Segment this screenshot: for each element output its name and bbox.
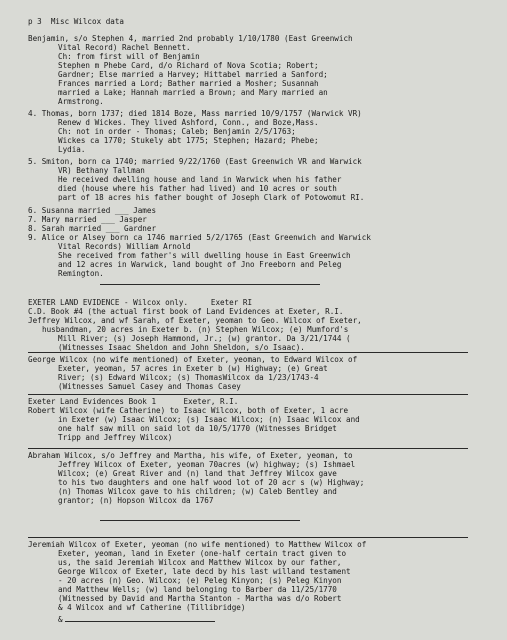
text-line: 8. Sarah married ___ Gardner [28,224,157,233]
text-line: Renew d Wickes. They lived Ashford, Conn., and Boze,Mass. [58,118,319,127]
text-line: Exeter, yeoman, land in Exeter (one-half certain tract given to [58,549,347,558]
text-line: and Matthew Wells; (w) land belonging to Barber da 11/25/1770 [58,585,337,594]
text-line: (Witnesses Isaac Sheldon and John Sheldon, s/o Isaac). [58,343,305,352]
page-header: p 3 Misc Wilcox data [28,17,125,26]
text-line: Stephen m Phebe Card, d/o Richard of Nova Scotia; Robert; [58,61,319,70]
text-line: Frances married a Lord; Bather married a Mosher; Susannah [58,79,319,88]
text-line: married a Lake; Hannah married a Brown; and Mary married an [58,88,328,97]
section-rule [65,621,215,622]
section-rule [28,448,468,449]
text-line: Wilcox; (e) Great River and (n) land that Jeffrey Wilcox gave [58,469,337,478]
text-line: Jeffrey Wilcox of Exeter, yeoman 70acres (w) highway; (s) Ishmael [58,460,356,469]
text-line: to his two daughters and one half wood lot of 20 acr s (w) Highway; [58,478,365,487]
text-line: River; (s) Edward Wilcox; (s) ThomasWilcox da 1/23/1743-4 [58,373,319,382]
section-rule [28,394,468,395]
text-line: George Wilcox of Exeter, late decd by his last willand testament [58,567,351,576]
section-rule [100,284,320,285]
text-line: C.D. Book #4 (the actual first book of Land Evidences at Exeter, R.I. [28,307,344,316]
text-line: Gardner; Else married a Harvey; Hittabel married a Sanford; [58,70,328,79]
text-line: died (house where his father had lived) and 10 acres or south [58,184,337,193]
text-line: Vital Records) William Arnold [58,242,191,251]
text-line: us, the said Jeremiah Wilcox and Matthew Wilcox by our father, [58,558,342,567]
text-line: Jeremiah Wilcox of Exeter, yeoman (no wife mentioned) to Matthew Wilcox of [28,540,367,549]
text-line: (Witnesses Samuel Casey and Thomas Casey [58,382,241,391]
text-line: George Wilcox (no wife mentioned) of Exeter, yeoman, to Edward Wilcox of [28,355,358,364]
text-line: Benjamin, s/o Stephen 4, married 2nd probably 1/10/1780 (East Greenwich [28,34,353,43]
text-line: part of 18 acres his father bought of Joseph Clark of Potowomut RI. [58,193,365,202]
text-line: 7. Mary married ___ Jasper [28,215,147,224]
text-line: in Exeter (w) Isaac Wilcox; (s) Isaac Wilcox; (n) Isaac Wilcox and [58,415,360,424]
text-line: Ch: from first will of Benjamin [58,52,200,61]
text-line: He received dwelling house and land in Warwick when his father [58,175,342,184]
text-line: Tripp and Jeffrey Wilcox) [58,433,173,442]
text-line: - 20 acres (n) Geo. Wilcox; (e) Peleg Kinyon; (s) Peleg Kinyon [58,576,342,585]
text-line: She received from father's will dwelling house in East Greenwich [58,251,351,260]
section-rule [28,537,468,538]
text-line: Remington. [58,269,104,278]
text-line: Wickes ca 1770; Stukely abt 1775; Stephen; Hazard; Phebe; [58,136,319,145]
text-line: (Witnessed by David and Martha Stanton - Martha was d/o Robert [58,594,342,603]
text-line: Armstrong. [58,97,104,106]
text-line: Robert Wilcox (wife Catherine) to Isaac Wilcox, both of Exeter, 1 acre [28,406,349,415]
text-line: Vital Record) Rachel Bennett. [58,43,191,52]
text-line: one half saw mill on said lot da 10/5/1770 (Witnesses Bridget [58,424,337,433]
text-line: 9. Alice or Alsey born ca 1746 married 5/2/1765 (East Greenwich and Warwick [28,233,371,242]
text-line: (n) Thomas Wilcox gave to his children; (w) Caleb Bentley and [58,487,337,496]
text-line: Exeter Land Evidences Book 1 Exeter, R.I. [28,397,239,406]
text-line: Jeffrey Wilcox, and wf Sarah, of Exeter, yeoman to Geo. Wilcox of Exeter, [28,316,362,325]
text-line: Mill River; (s) Joseph Hammond, Jr.; (w) grantor. Da 3/21/1744 ( [58,334,351,343]
text-line: husbandman, 20 acres in Exeter b. (n) Stephen Wilcox; (e) Mumford's [42,325,349,334]
text-line: Exeter, yeoman, 57 acres in Exeter b (w) Highway; (e) Great [58,364,328,373]
text-line: EXETER LAND EVIDENCE - Wilcox only. Exeter RI [28,298,253,307]
text-line: & 4 Wilcox and wf Catherine (Tillibridge) [58,603,246,612]
text-line: Abraham Wilcox, s/o Jeffrey and Martha, his wife, of Exeter, yeoman, to [28,451,353,460]
page-footer-mark: & [58,615,63,624]
text-line: Lydia. [58,145,86,154]
section-rule [100,520,300,521]
text-line: grantor; (n) Hopson Wilcox da 1767 [58,496,214,505]
text-line: and 12 acres in Warwick, land bought of Jno Freeborn and Peleg [58,260,342,269]
text-line: VR) Bethany Tallman [58,166,145,175]
section-rule [28,352,468,353]
text-line: 6. Susanna married ___ James [28,206,157,215]
text-line: 5. Smiton, born ca 1740; married 9/22/1760 (East Greenwich VR and Warwick [28,157,362,166]
text-line: 4. Thomas, born 1737; died 1814 Boze, Mass married 10/9/1757 (Warwick VR) [28,109,362,118]
text-line: Ch: not in order - Thomas; Caleb; Benjamin 2/5/1763; [58,127,296,136]
